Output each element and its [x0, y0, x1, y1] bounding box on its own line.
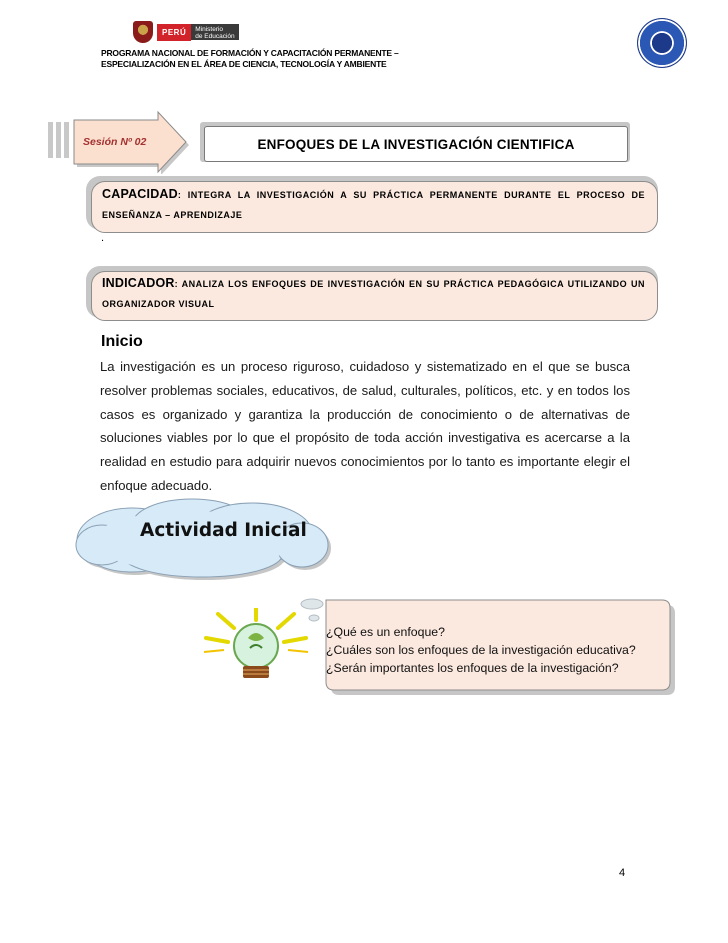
indicador-body: : ANALIZA LOS ENFOQUES DE INVESTIGACIÓN EN SU PRÁCTICA PEDAGÓGICA UTILIZANDO UN ORGANIZADOR VISUAL: [102, 279, 645, 309]
university-seal-icon: [637, 18, 687, 68]
session-title-box: [204, 126, 628, 162]
program-line-2: ESPECIALIZACIÓN EN EL ÁREA DE CIENCIA, TECNOLOGÍA Y AMBIENTE: [101, 59, 387, 69]
question-2: ¿Cuáles son los enfoques de la investigación educativa?: [326, 643, 636, 657]
questions-list: [326, 623, 666, 677]
logo-country: PERÚ: [157, 24, 191, 41]
indicador-box: [91, 271, 658, 321]
decor-bar: [56, 122, 61, 158]
ministry-logo: [133, 20, 243, 44]
session-label: Sesión Nº 02: [83, 136, 147, 148]
logo-ministry: Ministerio de Educación: [191, 24, 238, 40]
program-line-1: PROGRAMA NACIONAL DE FORMACIÓN Y CAPACITACIÓN PERMANENTE –: [101, 48, 399, 58]
question-3: ¿Serán importantes los enfoques de la investigación?: [326, 661, 619, 675]
indicador-label: INDICADOR: [102, 276, 175, 290]
page-number: 4: [619, 867, 626, 879]
question-1: ¿Qué es un enfoque?: [326, 625, 445, 639]
decor-bar: [48, 122, 53, 158]
capacidad-box: [91, 181, 658, 233]
actividad-title: Actividad Inicial: [140, 520, 307, 541]
capacidad-text: [102, 184, 645, 225]
inicio-heading: Inicio: [101, 333, 143, 350]
capacidad-label: CAPACIDAD: [102, 187, 178, 201]
inicio-paragraph: La investigación es un proceso riguroso, cuidadoso y sistematizado en el que se busca resolver problemas sociales, educativos, de salud, culturales, políticos, etc. y en todos los casos es organizado y garantiza la producción de conocimiento o de alternativas de soluciones viables por lo que el propósito de toda acción investigativa es acercarse a la realidad en estudio para adquirir nuevos conocimientos por lo tanto es importante elegir el enfoque adecuado.: [100, 359, 630, 493]
program-title: [101, 48, 431, 70]
peru-shield-icon: [133, 21, 153, 43]
stray-dot: .: [101, 232, 105, 244]
indicador-text: [102, 273, 645, 314]
session-title: ENFOQUES DE LA INVESTIGACIÓN CIENTIFICA: [257, 136, 575, 152]
capacidad-body: : INTEGRA LA INVESTIGACIÓN A SU PRÁCTICA PERMANENTE DURANTE EL PROCESO DE ENSEÑANZA – APRENDIZAJE: [102, 190, 645, 220]
decor-bar: [64, 122, 69, 158]
